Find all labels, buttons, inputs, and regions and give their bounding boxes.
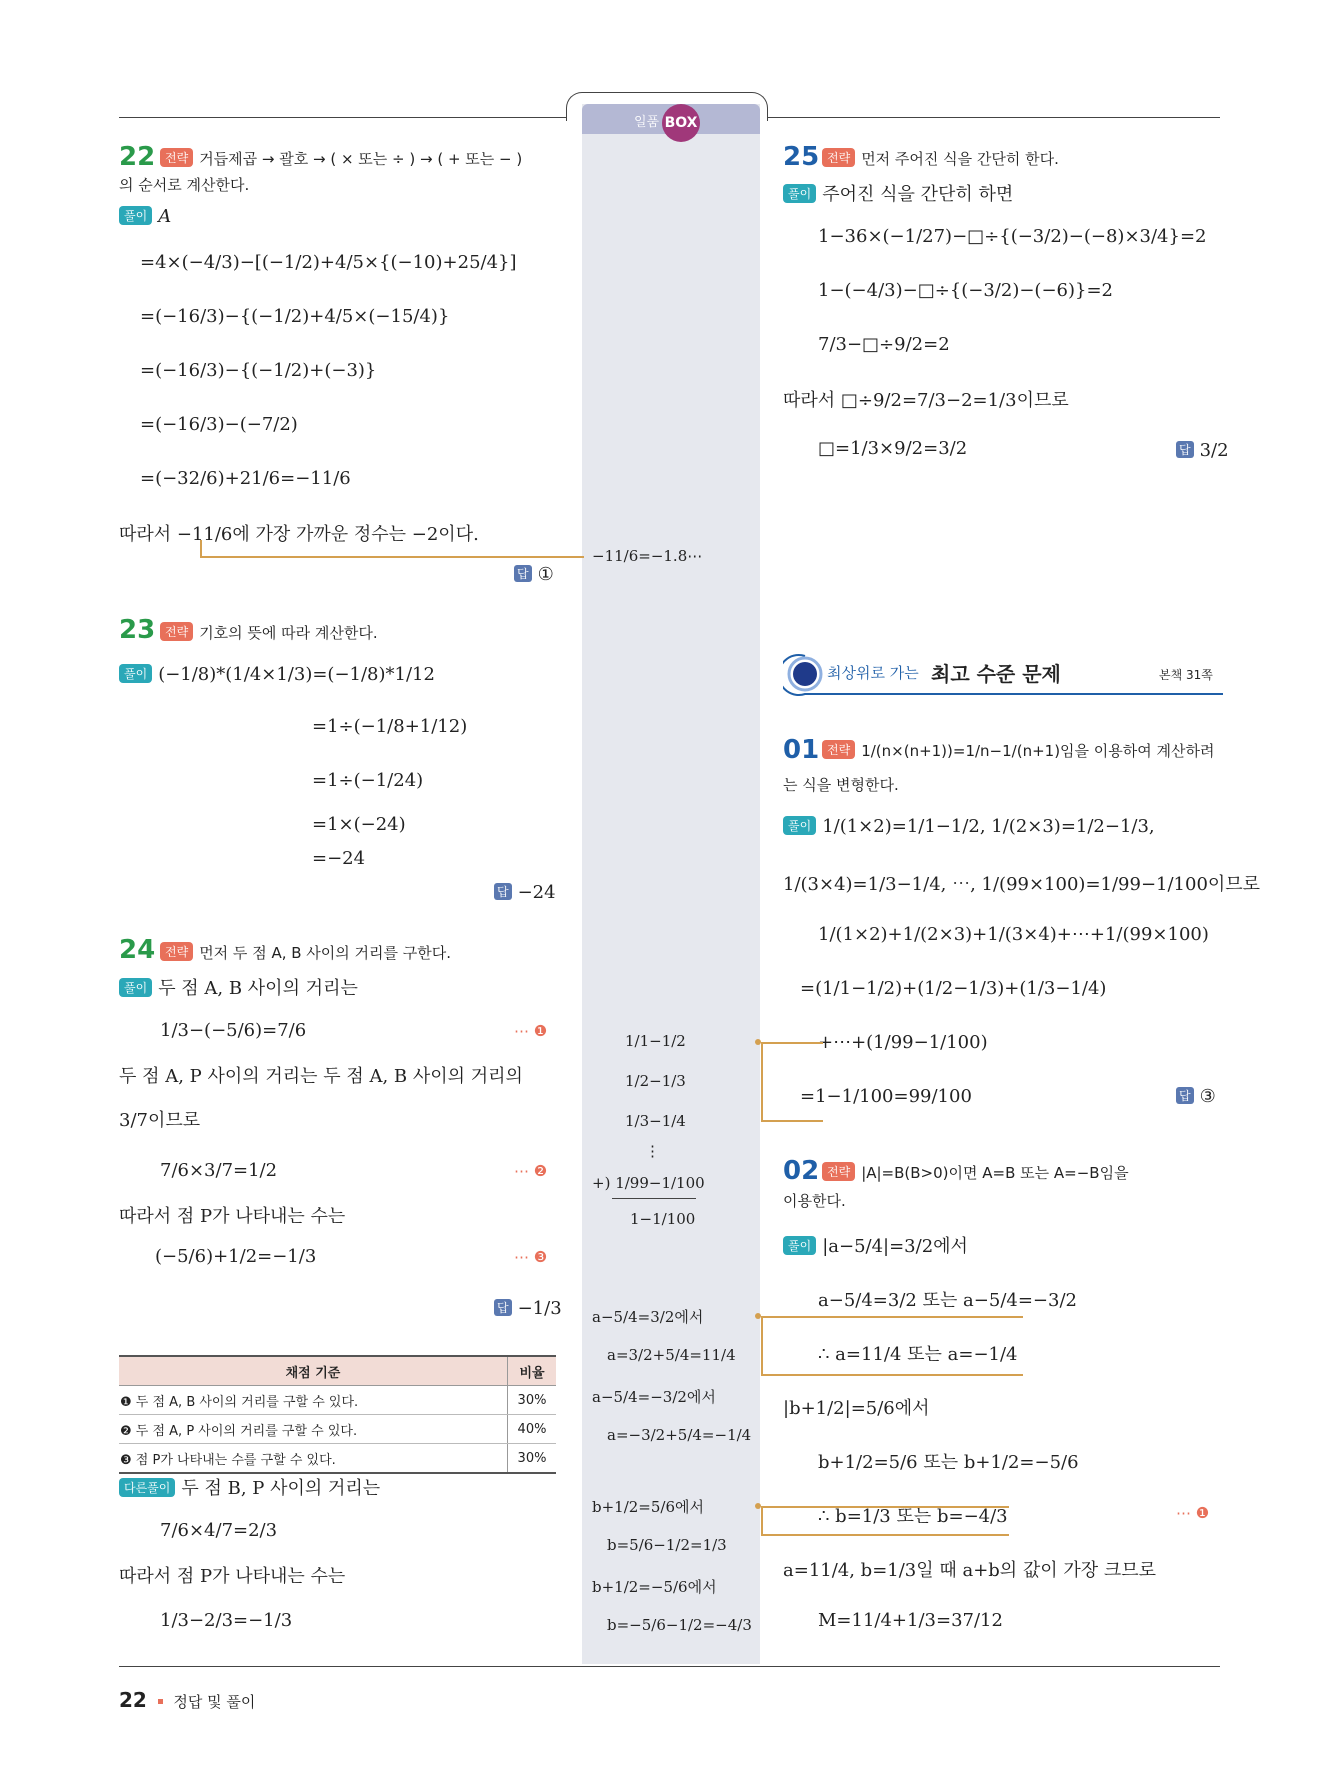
problem-01-line: 1/(1×2)+1/(2×3)+1/(3×4)+⋯+1/(99×100) [818,924,1209,945]
problem-23-strategy [160,622,378,643]
table-cell: 40% [508,1415,557,1444]
problem-22-answer [514,564,554,585]
strategy-tag: 전략 [160,942,193,961]
top-rule-left [119,117,568,118]
answer-tag: 답 [494,883,512,900]
problem-22-number: 22 [119,142,156,172]
annotation-line-02a [761,1316,1023,1376]
problem-02-line: M=11/4+1/3=37/12 [818,1610,1003,1631]
annotation-line-22 [200,540,584,558]
problem-24-text: 따라서 점 P가 나타내는 수는 [119,1206,346,1227]
table-header-ratio: 비율 [508,1356,557,1386]
strategy-text: 1/(n×(n+1))=1/n−1/(n+1)임을 이용하여 계산하려 [861,742,1215,760]
table-row [119,1415,556,1444]
problem-01-number: 01 [783,735,820,765]
section-title [783,652,1223,696]
sidebar-02a: a−5/4=3/2에서 [592,1308,704,1326]
problem-25-line: □=1/3×9/2=3/2 [818,438,968,459]
solution-text: 두 점 A, B 사이의 거리는 [158,978,358,999]
problem-22-solution-head [119,206,171,227]
problem-02-line: ∴ b=1/3 또는 b=−4/3 [818,1506,1008,1527]
annotation-line-01 [761,1042,823,1122]
problem-24-answer [494,1298,562,1319]
problem-25-strategy [822,148,1059,169]
problem-22-line: =(−16/3)−{(−1/2)+(−3)} [140,360,377,381]
problem-25-text: 따라서 □÷9/2=7/3−2=1/3이므로 [783,390,1069,411]
sidebar-02b: b+1/2=5/6에서 [592,1498,705,1516]
step-marker-1: ⋯ ❶ [514,1022,548,1040]
problem-01-strategy-cont: 는 식을 변형한다. [783,776,899,794]
sidebar-01: 1/2−1/3 [625,1072,686,1090]
problem-22-line: =(−16/3)−(−7/2) [140,414,298,435]
strategy-tag: 전략 [822,1162,855,1181]
sidebar-02a: a=3/2+5/4=11/4 [607,1346,736,1364]
answer-value: ① [537,564,554,585]
solution-line: |a−5/4|=3/2에서 [822,1236,968,1257]
alt-solution-text: 두 점 B, P 사이의 거리는 [181,1478,381,1499]
sidebar-01: ⋮ [645,1142,660,1160]
problem-24-alt-math: 1/3−2/3=−1/3 [160,1610,293,1631]
section-title-big: 최고 수준 문제 [931,662,1061,686]
problem-24-alt [119,1474,380,1500]
problem-02-line: a−5/4=3/2 또는 a−5/4=−3/2 [818,1290,1077,1311]
problem-02-line: a=11/4, b=1/3일 때 a+b의 값이 가장 크므로 [783,1560,1157,1581]
strategy-tag: 전략 [822,148,855,167]
strategy-text: 먼저 두 점 A, B 사이의 거리를 구한다. [199,944,452,962]
problem-23-line: =−24 [312,848,366,869]
sidebar-02b: b=5/6−1/2=1/3 [607,1536,727,1554]
solution-tag: 풀이 [783,184,816,203]
table-row [119,1444,556,1474]
problem-02-line [783,1232,968,1258]
problem-25-line: 1−(−4/3)−□÷{(−3/2)−(−6)}=2 [818,280,1113,301]
table-cell: ❶ 두 점 A, B 사이의 거리를 구할 수 있다. [119,1386,508,1415]
scoring-table [119,1355,556,1474]
problem-24-alt-text: 따라서 점 P가 나타내는 수는 [119,1566,346,1587]
solution-variable: A [158,206,172,227]
problem-24-text: 3/7이므로 [119,1110,201,1131]
problem-24-text [119,974,358,1000]
problem-01-line [783,816,1155,837]
section-ref: 본책 31쪽 [1159,668,1213,682]
sidebar-note-22: −11/6=−1.8⋯ [592,547,703,565]
table-cell: 30% [508,1444,557,1474]
problem-24-math: (−5/6)+1/2=−1/3 [155,1246,317,1267]
solution-tag: 풀이 [119,664,152,683]
problem-24-text: 두 점 A, P 사이의 거리는 두 점 A, B 사이의 거리의 [119,1066,523,1087]
problem-01-line: =1−1/100=99/100 [800,1086,972,1107]
answer-tag: 답 [494,1299,512,1316]
problem-23-line: =1×(−24) [312,814,406,835]
solution-text: 주어진 식을 간단히 하면 [822,184,1014,205]
problem-01-strategy [822,740,1215,761]
solution-tag: 풀이 [783,816,816,835]
strategy-tag: 전략 [160,148,193,167]
table-cell: ❸ 점 P가 나타내는 수를 구할 수 있다. [119,1444,508,1474]
problem-01-line: +⋯+(1/99−1/100) [818,1032,988,1053]
problem-02-line: |b+1/2|=5/6에서 [783,1398,930,1419]
problem-01-line: 1/(3×4)=1/3−1/4, ⋯, 1/(99×100)=1/99−1/100이므로 [783,874,1261,895]
sidebar-01: 1/1−1/2 [625,1032,686,1050]
sidebar-01: +) 1/99−1/100 [592,1174,705,1192]
strategy-text: 기호의 뜻에 따라 계산한다. [199,624,378,642]
solution-line: 1/(1×2)=1/1−1/2, 1/(2×3)=1/2−1/3, [822,816,1155,837]
table-cell: 30% [508,1386,557,1415]
problem-23-line [119,664,435,685]
problem-24-math: 7/6×3/7=1/2 [160,1160,278,1181]
solution-tag: 풀이 [783,1236,816,1255]
answer-value: ③ [1199,1086,1216,1107]
strategy-text: 거듭제곱 → 괄호 → ( × 또는 ÷ ) → ( + 또는 − ) [199,150,523,168]
footer-separator-icon [158,1699,163,1704]
strategy-text: 먼저 주어진 식을 간단히 한다. [861,150,1059,168]
sidebar-02b: b=−5/6−1/2=−4/3 [607,1616,752,1634]
page-number: 22 [119,1688,147,1712]
top-rule-right [766,117,1220,118]
problem-23-number: 23 [119,615,156,645]
sidebar-01-rule [612,1198,696,1199]
step-marker-3: ⋯ ❸ [514,1248,548,1266]
annotation-line-02b [761,1506,1009,1536]
problem-22-conclusion: 따라서 −11/6에 가장 가까운 정수는 −2이다. [119,524,479,545]
box-label: 일품 [634,115,660,130]
sidebar-02b: b+1/2=−5/6에서 [592,1578,717,1596]
answer-value: −1/3 [517,1298,562,1319]
strategy-tag: 전략 [822,740,855,759]
table-row [119,1386,556,1415]
solution-tag: 풀이 [119,978,152,997]
problem-02-line: b+1/2=5/6 또는 b+1/2=−5/6 [818,1452,1079,1473]
sidebar-01: 1−1/100 [630,1210,696,1228]
sidebar-02a: a=−3/2+5/4=−1/4 [607,1426,752,1444]
alt-solution-tag: 다른풀이 [119,1478,175,1497]
problem-25-answer [1176,440,1229,461]
problem-24-strategy [160,942,451,963]
footer-title: 정답 및 풀이 [173,1693,256,1711]
bottom-rule [119,1666,1220,1667]
table-cell: ❷ 두 점 A, P 사이의 거리를 구할 수 있다. [119,1415,508,1444]
sidebar-02a: a−5/4=−3/2에서 [592,1388,716,1406]
problem-25-text [783,180,1013,206]
answer-tag: 답 [1176,1087,1194,1104]
problem-24-math: 1/3−(−5/6)=7/6 [160,1020,307,1041]
table-header [119,1356,556,1386]
step-marker-1: ⋯ ❶ [1176,1504,1210,1522]
strategy-text: |A|=B(B>0)이면 A=B 또는 A=−B임을 [861,1164,1129,1182]
problem-22-strategy-cont: 의 순서로 계산한다. [119,176,250,194]
problem-01-answer [1176,1086,1216,1107]
section-title-small: 최상위로 가는 [827,664,919,682]
problem-22-line: =4×(−4/3)−[(−1/2)+4/5×{(−10)+25/4}] [140,252,517,273]
problem-24-number: 24 [119,935,156,965]
table-header-criteria: 채점 기준 [119,1356,508,1386]
problem-22-line: =(−32/6)+21/6=−11/6 [140,468,351,489]
problem-02-strategy-cont: 이용한다. [783,1192,846,1210]
problem-22-line: =(−16/3)−{(−1/2)+4/5×(−15/4)} [140,306,450,327]
problem-25-line: 7/3−□÷9/2=2 [818,334,950,355]
problem-23-line: =1÷(−1/8+1/12) [312,716,468,737]
problem-01-line: =(1/1−1/2)+(1/2−1/3)+(1/3−1/4) [800,978,1107,999]
problem-23-answer [494,882,556,903]
problem-02-strategy [822,1162,1129,1183]
strategy-tag: 전략 [160,622,193,641]
box-badge: BOX [662,104,700,142]
problem-02-line: ∴ a=11/4 또는 a=−1/4 [818,1344,1018,1365]
solution-line: (−1/8)*(1/4×1/3)=(−1/8)*1/12 [158,664,435,685]
step-marker-2: ⋯ ❷ [514,1162,548,1180]
answer-value: −24 [517,882,556,903]
answer-tag: 답 [1176,441,1194,458]
problem-25-line: 1−36×(−1/27)−□÷{(−3/2)−(−8)×3/4}=2 [818,226,1207,247]
problem-23-line: =1÷(−1/24) [312,770,424,791]
solution-tag: 풀이 [119,206,152,225]
sidebar-01: 1/3−1/4 [625,1112,686,1130]
problem-22-strategy [160,148,522,169]
problem-25-number: 25 [783,142,820,172]
answer-tag: 답 [514,565,532,582]
page-footer [119,1688,255,1712]
problem-24-alt-math: 7/6×4/7=2/3 [160,1520,278,1541]
answer-value: 3/2 [1199,440,1229,461]
problem-02-number: 02 [783,1156,820,1186]
